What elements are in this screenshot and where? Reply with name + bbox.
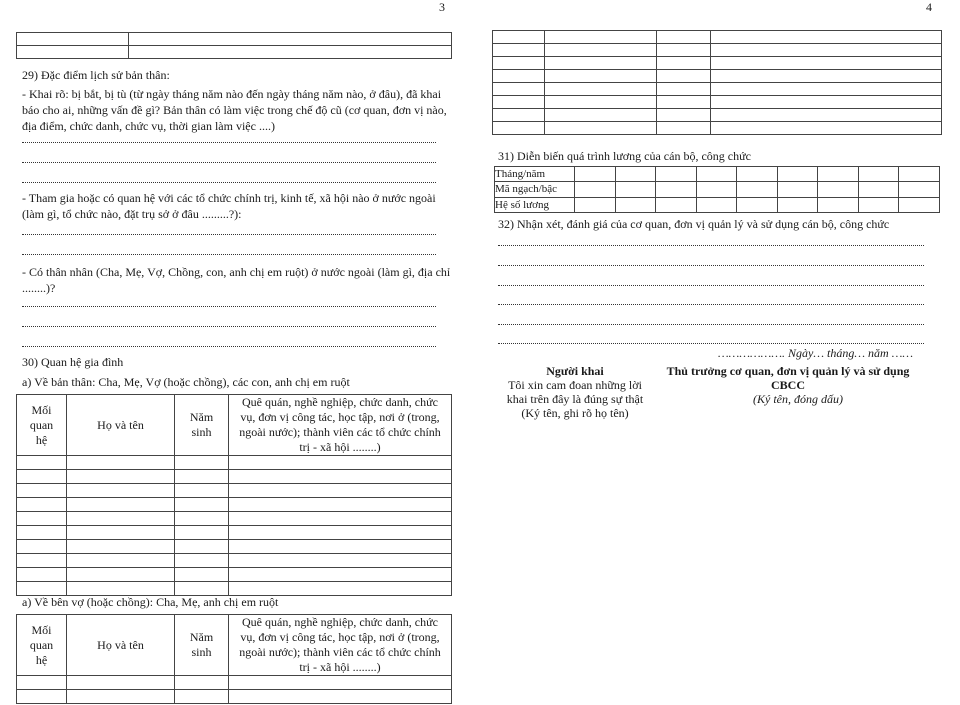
answer-line[interactable]	[22, 182, 436, 183]
table-cell[interactable]	[696, 197, 737, 212]
section-30-title: 30) Quan hệ gia đình	[22, 355, 124, 369]
page-number-right: 4	[926, 0, 932, 14]
table-cell[interactable]	[493, 44, 545, 57]
section-30-self-subtitle: a) Về bản thân: Cha, Mẹ, Vợ (hoặc chồng), các con, anh chị em ruột	[22, 375, 350, 389]
table-cell[interactable]	[175, 690, 229, 704]
table-cell[interactable]	[493, 122, 545, 135]
table-cell[interactable]	[657, 109, 711, 122]
table-cell[interactable]	[493, 57, 545, 70]
table-cell[interactable]	[493, 96, 545, 109]
header-relation: Mối quan hệ	[17, 395, 67, 456]
declarant-commitment: Tôi xin cam đoan những lời khai trên đây là đúng sự thật	[506, 378, 644, 406]
table-cell[interactable]	[229, 456, 452, 470]
section-29-title: 29) Đặc điểm lịch sử bản thân:	[22, 68, 170, 82]
answer-line[interactable]	[498, 265, 924, 266]
salary-progress-table	[494, 166, 940, 213]
table-cell[interactable]	[657, 44, 711, 57]
table-cell[interactable]	[545, 122, 657, 135]
answer-line[interactable]	[22, 162, 436, 163]
table-cell[interactable]	[615, 182, 656, 197]
table-cell[interactable]	[711, 83, 942, 96]
header-year: Năm sinh	[175, 395, 229, 456]
answer-line[interactable]	[22, 346, 436, 347]
table-cell[interactable]	[229, 526, 452, 540]
table-cell[interactable]	[737, 182, 778, 197]
table-cell[interactable]	[229, 512, 452, 526]
table-cell[interactable]	[545, 83, 657, 96]
table-cell[interactable]	[545, 70, 657, 83]
table-cell[interactable]	[545, 44, 657, 57]
table-cell[interactable]	[17, 582, 67, 596]
section-31-title: 31) Diễn biến quá trình lương của cán bộ, công chức	[498, 149, 751, 163]
table-cell[interactable]	[175, 526, 229, 540]
salary-row-label-coefficient: Hệ số lương	[495, 197, 575, 212]
table-cell[interactable]	[493, 31, 545, 44]
table-cell[interactable]	[737, 167, 778, 182]
table-cell[interactable]	[858, 167, 899, 182]
table-cell[interactable]	[545, 96, 657, 109]
table-cell[interactable]	[575, 182, 616, 197]
salary-row-label-grade: Mã ngạch/bậc	[495, 182, 575, 197]
table-cell[interactable]	[818, 167, 859, 182]
table-cell[interactable]	[67, 540, 175, 554]
salary-row-label-month: Tháng/năm	[495, 167, 575, 182]
table-cell[interactable]	[129, 46, 452, 59]
table-cell[interactable]	[229, 498, 452, 512]
declarant-note: (Ký tên, ghi rõ họ tên)	[521, 406, 629, 420]
table-cell[interactable]	[67, 676, 175, 690]
table-cell[interactable]	[493, 70, 545, 83]
family-spouse-table	[16, 614, 452, 704]
table-cell[interactable]	[711, 70, 942, 83]
table-cell[interactable]	[777, 167, 818, 182]
table-cell[interactable]	[711, 57, 942, 70]
table-cell[interactable]	[175, 470, 229, 484]
table-cell[interactable]	[615, 197, 656, 212]
table-cell[interactable]	[493, 109, 545, 122]
table-cell[interactable]	[711, 96, 942, 109]
authority-note: (Ký tên, đóng dấu)	[753, 392, 843, 406]
table-cell[interactable]	[656, 197, 697, 212]
table-cell[interactable]	[67, 690, 175, 704]
signing-date-line: ………………. Ngày… tháng… năm ……	[718, 346, 914, 360]
table-cell[interactable]	[657, 31, 711, 44]
table-cell[interactable]	[175, 582, 229, 596]
table-cell[interactable]	[67, 484, 175, 498]
answer-line[interactable]	[498, 304, 924, 305]
table-cell[interactable]	[67, 526, 175, 540]
table-cell[interactable]	[545, 57, 657, 70]
table-cell[interactable]	[67, 582, 175, 596]
table-cell[interactable]	[818, 182, 859, 197]
table-cell[interactable]	[696, 182, 737, 197]
table-cell[interactable]	[229, 470, 452, 484]
table-cell[interactable]	[229, 568, 452, 582]
table-cell[interactable]	[657, 70, 711, 83]
table-cell[interactable]	[229, 484, 452, 498]
continuation-table-right	[492, 30, 942, 135]
table-cell[interactable]	[899, 167, 940, 182]
table-cell[interactable]	[575, 197, 616, 212]
table-cell[interactable]	[175, 568, 229, 582]
declarant-title: Người khai	[546, 364, 604, 378]
table-cell[interactable]	[17, 540, 67, 554]
table-cell[interactable]	[657, 122, 711, 135]
table-cell[interactable]	[493, 83, 545, 96]
table-cell[interactable]	[858, 182, 899, 197]
table-cell[interactable]	[67, 512, 175, 526]
answer-line[interactable]	[498, 245, 924, 246]
authority-signature-block	[666, 364, 930, 406]
section-29-question-3: - Có thân nhân (Cha, Mẹ, Vợ, Chồng, con, anh chị em ruột) ở nước ngoài (làm gì, địa chỉ ........)?	[22, 265, 451, 295]
header-details: Quê quán, nghề nghiệp, chức danh, chức vụ, đơn vị công tác, học tập, nơi ở (trong, ngoài nước); thành viên các tổ chức chính trị - xã hội ........)	[229, 615, 452, 676]
table-cell[interactable]	[656, 182, 697, 197]
table-cell[interactable]	[711, 31, 942, 44]
header-name: Họ và tên	[67, 395, 175, 456]
table-cell[interactable]	[17, 568, 67, 582]
table-cell[interactable]	[67, 498, 175, 512]
table-cell[interactable]	[711, 44, 942, 57]
authority-title: Thủ trưởng cơ quan, đơn vị quản lý và sử dụng CBCC	[666, 364, 910, 392]
answer-line[interactable]	[22, 142, 436, 143]
answer-line[interactable]	[498, 285, 924, 286]
table-cell[interactable]	[899, 182, 940, 197]
table-cell[interactable]	[175, 554, 229, 568]
table-cell[interactable]	[17, 526, 67, 540]
table-cell[interactable]	[899, 197, 940, 212]
table-cell[interactable]	[17, 456, 67, 470]
table-cell[interactable]	[818, 197, 859, 212]
answer-line[interactable]	[498, 343, 924, 344]
table-cell[interactable]	[17, 470, 67, 484]
section-30-spouse-subtitle: a) Về bên vợ (hoặc chồng): Cha, Mẹ, anh chị em ruột	[22, 595, 279, 609]
table-cell[interactable]	[17, 690, 67, 704]
table-cell[interactable]	[777, 197, 818, 212]
answer-line[interactable]	[22, 234, 436, 235]
table-cell[interactable]	[17, 512, 67, 526]
table-cell[interactable]	[175, 498, 229, 512]
header-relation: Mối quan hệ	[17, 615, 67, 676]
table-cell[interactable]	[545, 109, 657, 122]
header-year: Năm sinh	[175, 615, 229, 676]
section-29-question-1: - Khai rõ: bị bắt, bị tù (từ ngày tháng năm nào đến ngày tháng năm nào, ở đâu), đã khai báo cho ai, những vấn đề gì? Bản thân có làm việc trong chế độ cũ (cơ quan, đơn vị nào, địa điểm, chức danh, chức vụ, thời gian làm việc ....)	[22, 87, 447, 133]
section-32-title: 32) Nhận xét, đánh giá của cơ quan, đơn vị quản lý và sử dụng cán bộ, công chức	[498, 217, 890, 231]
table-cell[interactable]	[229, 582, 452, 596]
table-cell[interactable]	[175, 484, 229, 498]
header-details: Quê quán, nghề nghiệp, chức danh, chức vụ, đơn vị công tác, học tập, nơi ở (trong, ngoài nước); thành viên các tổ chức chính trị - xã hội ........)	[229, 395, 452, 456]
table-cell[interactable]	[67, 568, 175, 582]
answer-line[interactable]	[498, 324, 924, 325]
table-cell[interactable]	[17, 484, 67, 498]
answer-line[interactable]	[22, 326, 436, 327]
table-cell[interactable]	[67, 470, 175, 484]
table-cell[interactable]	[67, 456, 175, 470]
table-cell[interactable]	[777, 182, 818, 197]
answer-line[interactable]	[22, 306, 436, 307]
table-cell[interactable]	[656, 167, 697, 182]
page-number-left: 3	[439, 0, 445, 14]
table-cell[interactable]	[175, 676, 229, 690]
table-cell[interactable]	[175, 512, 229, 526]
table-cell[interactable]	[711, 122, 942, 135]
table-cell[interactable]	[17, 33, 129, 46]
table-cell[interactable]	[229, 540, 452, 554]
family-self-table	[16, 394, 452, 596]
table-cell[interactable]	[17, 46, 129, 59]
table-cell[interactable]	[657, 83, 711, 96]
table-cell[interactable]	[545, 31, 657, 44]
table-cell[interactable]	[175, 456, 229, 470]
table-cell[interactable]	[67, 554, 175, 568]
answer-line[interactable]	[22, 254, 436, 255]
table-cell[interactable]	[575, 167, 616, 182]
table-cell[interactable]	[229, 690, 452, 704]
table-cell[interactable]	[615, 167, 656, 182]
table-cell[interactable]	[657, 96, 711, 109]
section-29-question-2: - Tham gia hoặc có quan hệ với các tổ chức chính trị, kinh tế, xã hội nào ở nước ngoài (làm gì, tổ chức nào, đặt trụ sở ở đâu .........?):	[22, 191, 436, 221]
top-continuation-table	[16, 32, 452, 59]
table-cell[interactable]	[17, 676, 67, 690]
table-cell[interactable]	[711, 109, 942, 122]
table-cell[interactable]	[17, 498, 67, 512]
table-cell[interactable]	[229, 554, 452, 568]
table-cell[interactable]	[229, 676, 452, 690]
table-cell[interactable]	[696, 167, 737, 182]
table-cell[interactable]	[129, 33, 452, 46]
table-cell[interactable]	[175, 540, 229, 554]
header-name: Họ và tên	[67, 615, 175, 676]
table-cell[interactable]	[858, 197, 899, 212]
declarant-signature-block	[502, 364, 648, 420]
table-cell[interactable]	[737, 197, 778, 212]
table-cell[interactable]	[657, 57, 711, 70]
table-cell[interactable]	[17, 554, 67, 568]
